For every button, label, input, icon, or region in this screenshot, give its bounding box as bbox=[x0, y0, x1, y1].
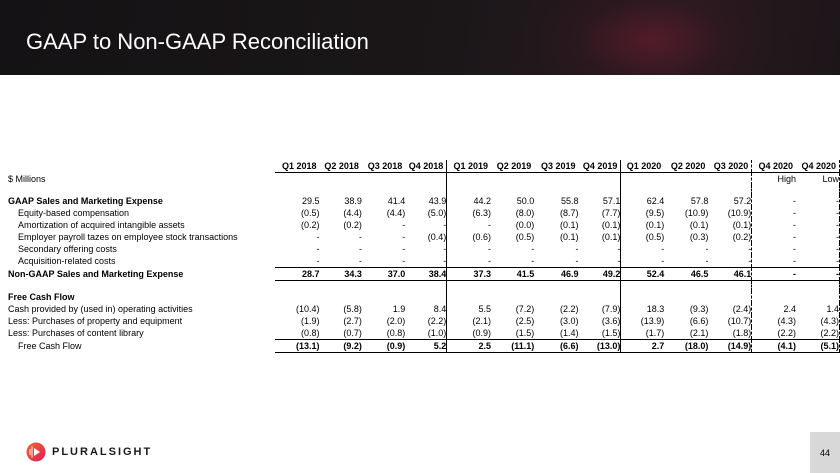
table-body bbox=[8, 173, 840, 353]
cell-value: (0.2) bbox=[708, 231, 751, 243]
cell-value: (13.0) bbox=[578, 340, 620, 353]
column-header: Q3 2019 bbox=[534, 160, 578, 173]
table-row bbox=[8, 327, 840, 340]
cell-value: - bbox=[708, 243, 751, 255]
cell-value: (1.5) bbox=[578, 327, 620, 340]
cell-value: 5.5 bbox=[478, 304, 492, 314]
cell-value: - bbox=[358, 256, 362, 266]
cell-value: 2.7 bbox=[621, 340, 664, 353]
column-subhead bbox=[405, 173, 447, 186]
cell-value: 44.2 bbox=[473, 196, 492, 206]
column-subhead: High bbox=[777, 174, 797, 184]
cell-value: (11.1) bbox=[491, 340, 534, 353]
cell-value: (14.9) bbox=[708, 340, 751, 353]
cell-value: - bbox=[661, 244, 665, 254]
section-heading-row bbox=[8, 291, 840, 303]
banner-glow bbox=[520, 0, 780, 75]
row-label: Secondary offering costs bbox=[18, 244, 117, 254]
cell-value: (2.0) bbox=[386, 316, 406, 326]
cell-value: (9.3) bbox=[689, 304, 709, 314]
cell-value: (4.3) bbox=[796, 315, 839, 327]
cell-value: 46.5 bbox=[664, 268, 708, 281]
cell-value: - bbox=[531, 256, 535, 266]
cell-value: - bbox=[402, 220, 406, 230]
cell-value: 46.1 bbox=[708, 268, 751, 281]
table-row bbox=[8, 207, 840, 219]
cell-value: - bbox=[358, 232, 362, 242]
table-row bbox=[8, 315, 840, 327]
cell-value: (0.1) bbox=[578, 231, 620, 243]
column-subhead bbox=[664, 173, 708, 186]
pluralsight-play-icon bbox=[26, 442, 46, 462]
row-label: GAAP Sales and Marketing Expense bbox=[8, 196, 163, 206]
cell-value: 50.0 bbox=[516, 196, 535, 206]
cell-value: (0.2) bbox=[343, 220, 362, 230]
unit-row bbox=[8, 173, 840, 186]
cell-value: (0.1) bbox=[645, 220, 665, 230]
cell-value: - bbox=[752, 268, 796, 281]
cell-value: (0.3) bbox=[689, 232, 709, 242]
cell-value: 2.4 bbox=[783, 304, 797, 314]
cell-value: (3.0) bbox=[559, 316, 579, 326]
cell-value: - bbox=[578, 255, 620, 268]
spacer-row bbox=[8, 281, 840, 292]
column-header: Q1 2019 bbox=[447, 160, 491, 173]
cell-value: (2.4) bbox=[708, 303, 751, 315]
table-row bbox=[8, 219, 840, 231]
column-subhead bbox=[708, 173, 751, 186]
cell-value: - bbox=[405, 219, 447, 231]
cell-value: (5.8) bbox=[343, 304, 362, 314]
column-header: Q4 2019 bbox=[578, 160, 620, 173]
cell-value: 38.4 bbox=[405, 268, 447, 281]
row-label: Less: Purchases of property and equipment bbox=[8, 316, 183, 326]
cell-value: (0.5) bbox=[645, 232, 665, 242]
cell-value: (10.9) bbox=[708, 207, 751, 219]
table-row bbox=[8, 340, 840, 353]
cell-value: (6.6) bbox=[689, 316, 709, 326]
cell-value: 52.4 bbox=[621, 268, 664, 281]
cell-value: (18.0) bbox=[664, 340, 708, 353]
cell-value: 38.9 bbox=[344, 196, 362, 206]
cell-value: 2.5 bbox=[447, 340, 491, 353]
cell-value: (13.1) bbox=[275, 340, 319, 353]
cell-value: (0.1) bbox=[559, 220, 579, 230]
cell-value: (0.8) bbox=[301, 328, 320, 338]
cell-value: - bbox=[575, 256, 579, 266]
row-label: Less: Purchases of content library bbox=[8, 328, 144, 339]
cell-value: (4.3) bbox=[777, 316, 797, 326]
cell-value: (6.3) bbox=[472, 208, 492, 218]
cell-value: - bbox=[316, 232, 320, 242]
cell-value: (0.8) bbox=[386, 328, 406, 338]
cell-value: - bbox=[661, 256, 665, 266]
cell-value: (2.7) bbox=[343, 316, 362, 326]
cell-value: - bbox=[796, 243, 839, 255]
cell-value: (0.1) bbox=[689, 220, 709, 230]
column-subhead bbox=[320, 173, 362, 186]
row-label: Acquisition-related costs bbox=[18, 256, 116, 267]
cell-value: - bbox=[402, 244, 406, 254]
page-title: GAAP to Non-GAAP Reconciliation bbox=[26, 29, 369, 54]
row-label: Amortization of acquired intangible assets bbox=[18, 220, 185, 230]
cell-value: (0.5) bbox=[515, 232, 535, 242]
cell-value: (7.2) bbox=[515, 304, 535, 314]
cell-value: - bbox=[793, 196, 797, 206]
page-number: 44 bbox=[810, 432, 840, 473]
column-subhead: Low bbox=[796, 173, 839, 186]
column-subhead bbox=[491, 173, 534, 186]
cell-value: 49.2 bbox=[578, 268, 620, 281]
cell-value: (2.1) bbox=[689, 328, 709, 338]
cell-value: - bbox=[796, 231, 839, 243]
cell-value: (8.0) bbox=[515, 208, 535, 218]
cell-value: 55.8 bbox=[560, 196, 579, 206]
spacer-row bbox=[8, 185, 840, 195]
cell-value: - bbox=[793, 244, 797, 254]
cell-value: 37.0 bbox=[362, 268, 405, 281]
cell-value: 1.4 bbox=[796, 303, 839, 315]
cell-value: 57.1 bbox=[578, 195, 620, 207]
cell-value: (2.1) bbox=[472, 316, 492, 326]
cell-value: - bbox=[708, 255, 751, 268]
cell-value: 1.9 bbox=[392, 304, 406, 314]
cell-value: (9.5) bbox=[645, 208, 665, 218]
cell-value: (2.2) bbox=[405, 315, 447, 327]
cell-value: - bbox=[796, 219, 839, 231]
cell-value: (1.7) bbox=[645, 328, 665, 338]
column-header: Q2 2019 bbox=[491, 160, 534, 173]
cell-value: - bbox=[793, 208, 797, 218]
column-subhead bbox=[362, 173, 405, 186]
cell-value: 41.4 bbox=[387, 196, 406, 206]
column-header: Q1 2018 bbox=[275, 160, 319, 173]
cell-value: (5.0) bbox=[405, 207, 447, 219]
title-banner bbox=[0, 0, 840, 75]
section-heading: Free Cash Flow bbox=[8, 292, 75, 302]
cell-value: (4.4) bbox=[343, 208, 362, 218]
cell-value: - bbox=[488, 256, 492, 266]
column-header-row bbox=[8, 160, 840, 173]
cell-value: - bbox=[316, 244, 320, 254]
cell-value: 29.5 bbox=[302, 196, 320, 206]
cell-value: (2.2) bbox=[777, 328, 797, 338]
cell-value: (2.2) bbox=[559, 304, 579, 314]
cell-value: (1.5) bbox=[515, 328, 535, 338]
cell-value: (6.6) bbox=[534, 340, 578, 353]
table-row bbox=[8, 255, 840, 268]
column-subhead bbox=[447, 173, 491, 186]
table-row bbox=[8, 268, 840, 281]
cell-value: - bbox=[705, 256, 709, 266]
cell-value: - bbox=[796, 255, 839, 268]
cell-value: - bbox=[796, 268, 839, 281]
cell-value: (10.9) bbox=[684, 208, 709, 218]
column-subhead bbox=[578, 173, 620, 186]
cell-value: (10.4) bbox=[296, 304, 320, 314]
cell-value: - bbox=[358, 244, 362, 254]
cell-value: 34.3 bbox=[320, 268, 362, 281]
cell-value: 41.5 bbox=[491, 268, 534, 281]
cell-value: 18.3 bbox=[646, 304, 665, 314]
row-label: Non-GAAP Sales and Marketing Expense bbox=[8, 269, 184, 279]
cell-value: - bbox=[488, 220, 492, 230]
column-header: Q4 2020 bbox=[752, 160, 796, 173]
cell-value: 28.7 bbox=[275, 268, 319, 281]
column-subhead bbox=[621, 173, 664, 186]
cell-value: - bbox=[575, 244, 579, 254]
table-row bbox=[8, 243, 840, 255]
cell-value: (3.6) bbox=[578, 315, 620, 327]
cell-value: (0.1) bbox=[559, 232, 579, 242]
column-subhead bbox=[275, 173, 319, 186]
cell-value: (10.7) bbox=[708, 315, 751, 327]
cell-value: (4.1) bbox=[752, 340, 796, 353]
cell-value: 43.9 bbox=[405, 195, 447, 207]
column-header: Q2 2018 bbox=[320, 160, 362, 173]
cell-value: 57.8 bbox=[690, 196, 709, 206]
column-header: Q1 2020 bbox=[621, 160, 664, 173]
cell-value: (2.5) bbox=[515, 316, 535, 326]
cell-value: (0.5) bbox=[301, 208, 320, 218]
cell-value: (0.9) bbox=[362, 340, 405, 353]
cell-value: (0.1) bbox=[578, 219, 620, 231]
column-header: Q2 2020 bbox=[664, 160, 708, 173]
row-label: Equity-based compensation bbox=[18, 208, 130, 218]
cell-value: (0.9) bbox=[472, 328, 492, 338]
cell-value: (0.6) bbox=[472, 232, 492, 242]
cell-value: (8.7) bbox=[559, 208, 579, 218]
cell-value: (0.1) bbox=[708, 219, 751, 231]
cell-value: 5.2 bbox=[405, 340, 447, 353]
reconciliation-table bbox=[8, 160, 840, 353]
cell-value: 37.3 bbox=[447, 268, 491, 281]
cell-value: - bbox=[793, 232, 797, 242]
unit-label: $ Millions bbox=[8, 173, 46, 184]
cell-value: - bbox=[705, 244, 709, 254]
cell-value: (1.4) bbox=[559, 328, 579, 338]
cell-value: - bbox=[402, 232, 406, 242]
cell-value: (1.8) bbox=[708, 327, 751, 340]
cell-value: (1.0) bbox=[405, 327, 447, 340]
cell-value: (4.4) bbox=[386, 208, 406, 218]
cell-value: - bbox=[531, 244, 535, 254]
pluralsight-logo bbox=[26, 442, 152, 462]
column-header: Q3 2020 bbox=[708, 160, 751, 173]
table-row bbox=[8, 195, 840, 207]
cell-value: (0.0) bbox=[515, 220, 535, 230]
cell-value: - bbox=[488, 244, 492, 254]
table-row bbox=[8, 303, 840, 315]
cell-value: 8.4 bbox=[405, 303, 447, 315]
cell-value: - bbox=[402, 256, 406, 266]
table-row bbox=[8, 231, 840, 243]
cell-value: - bbox=[316, 256, 320, 266]
cell-value: 57.2 bbox=[708, 195, 751, 207]
cell-value: (9.2) bbox=[320, 340, 362, 353]
cell-value: (7.7) bbox=[578, 207, 620, 219]
cell-value: - bbox=[793, 220, 797, 230]
cell-value: - bbox=[796, 195, 839, 207]
cell-value: 46.9 bbox=[534, 268, 578, 281]
brand-wordmark: PLURALSIGHT bbox=[52, 446, 153, 458]
cell-value: - bbox=[796, 207, 839, 219]
column-header: Q4 2020 bbox=[796, 160, 839, 173]
cell-value: (2.2) bbox=[796, 327, 839, 340]
cell-value: (13.9) bbox=[640, 316, 665, 326]
cell-value: - bbox=[793, 256, 797, 266]
column-header: Q3 2018 bbox=[362, 160, 405, 173]
row-label: Free Cash Flow bbox=[18, 341, 82, 351]
column-subhead bbox=[534, 173, 578, 186]
cell-value: - bbox=[405, 243, 447, 255]
cell-value: (0.4) bbox=[405, 231, 447, 243]
row-label: Cash provided by (used in) operating activities bbox=[8, 304, 193, 314]
cell-value: (1.9) bbox=[301, 316, 320, 326]
cell-value: (5.1) bbox=[796, 340, 839, 353]
cell-value: - bbox=[578, 243, 620, 255]
cell-value: 62.4 bbox=[646, 196, 665, 206]
cell-value: (0.2) bbox=[301, 220, 320, 230]
cell-value: (7.9) bbox=[578, 303, 620, 315]
row-label: Employer payroll tazes on employee stock transactions bbox=[18, 232, 238, 242]
cell-value: - bbox=[405, 255, 447, 268]
column-header: Q4 2018 bbox=[405, 160, 447, 173]
cell-value: (0.7) bbox=[343, 328, 362, 338]
